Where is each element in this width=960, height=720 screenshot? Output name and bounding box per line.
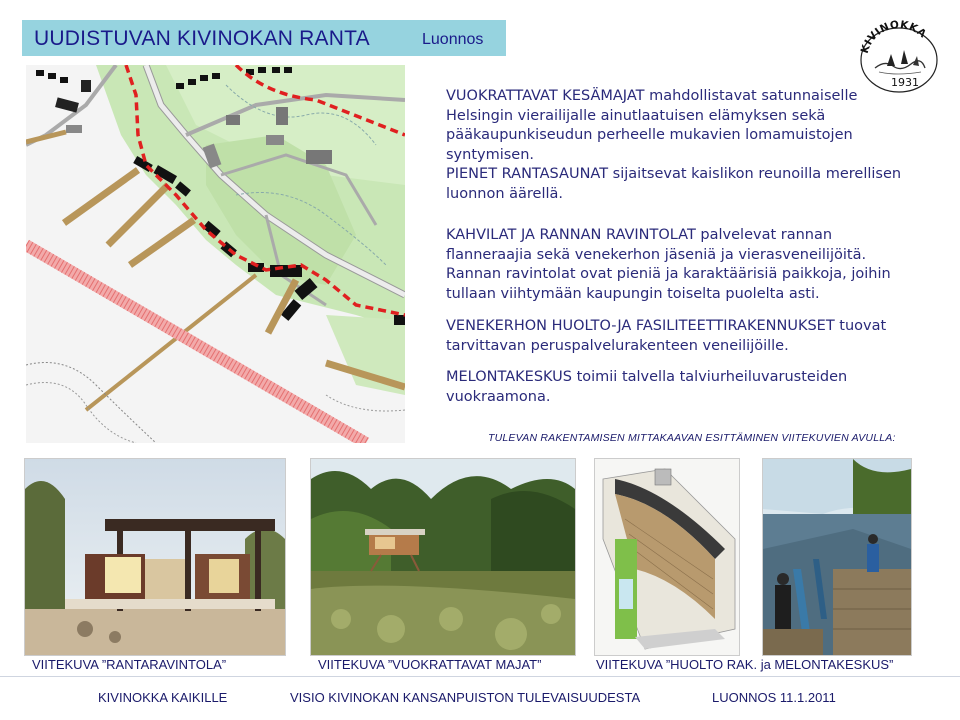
svg-text:KIVINOKKA: KIVINOKKA — [858, 20, 929, 55]
caption-service-paddling: VIITEKUVA ”HUOLTO RAK. ja MELONTAKESKUS” — [596, 657, 894, 672]
title-bar — [22, 20, 506, 56]
text-group-3 — [446, 317, 916, 356]
paragraph-restaurants: Rannan ravintolat ovat pieniä ja karaktäärisiä paikkoja, joihin tullaan viihtymään kaupungin toiselta puolelta asti. — [446, 266, 891, 302]
text-group-4 — [446, 368, 916, 407]
paragraph-cabins: VUOKRATTAVAT KESÄMAJAT mahdollistavat satunnaiselle Helsingin vierailijalle ainutlaatuisen elämyksen sekä pääkaupunkiseudun perheelle mukavien lomamuistojen syntymisen. — [446, 88, 858, 163]
reference-note: TULEVAN RAKENTAMISEN MITTAKAAVAN ESITTÄMINEN VIITEKUVIEN AVULLA: — [488, 432, 896, 444]
text-group-1 — [446, 87, 916, 204]
svg-text:1931: 1931 — [891, 76, 919, 89]
paragraph-cafes: KAHVILAT JA RANNAN RAVINTOLAT palvelevat rannan flanneraajia sekä venekerhon jäseniä ja vierasveneilijöitä. — [446, 227, 867, 263]
photo-restaurant — [24, 458, 286, 656]
paragraph-boatclub: VENEKERHON HUOLTO-JA FASILITEETTIRAKENNUKSET tuovat tarvittavan peruspalvelurakenteen veneilijöille. — [446, 318, 887, 354]
paragraph-paddling: MELONTAKESKUS toimii talvella talviurheiluvarusteiden vuokraamona. — [446, 369, 848, 405]
footer-left: KIVINOKKA KAIKILLE — [98, 690, 228, 705]
paragraph-saunas: PIENET RANTASAUNAT sijaitsevat kaislikon reunoilla merellisen luonnon äärellä. — [446, 166, 902, 202]
footer-center: VISIO KIVINOKAN KANSANPUISTON TULEVAISUUDESTA — [290, 690, 641, 705]
page-title: UUDISTUVAN KIVINOKAN RANTA — [34, 27, 370, 50]
photo-cabins — [310, 458, 576, 656]
footer-right: LUONNOS 11.1.2011 — [712, 690, 836, 705]
footer-divider — [0, 676, 960, 677]
caption-cabins: VIITEKUVA ”VUOKRATTAVAT MAJAT” — [318, 657, 542, 672]
page-subtitle: Luonnos — [422, 31, 484, 48]
photo-service-building — [594, 458, 740, 656]
caption-restaurant: VIITEKUVA ”RANTARAVINTOLA” — [32, 657, 227, 672]
site-plan-map — [26, 65, 405, 443]
photo-paddling-center — [762, 458, 912, 656]
text-group-2 — [446, 226, 916, 304]
kivinokka-logo — [857, 20, 941, 94]
